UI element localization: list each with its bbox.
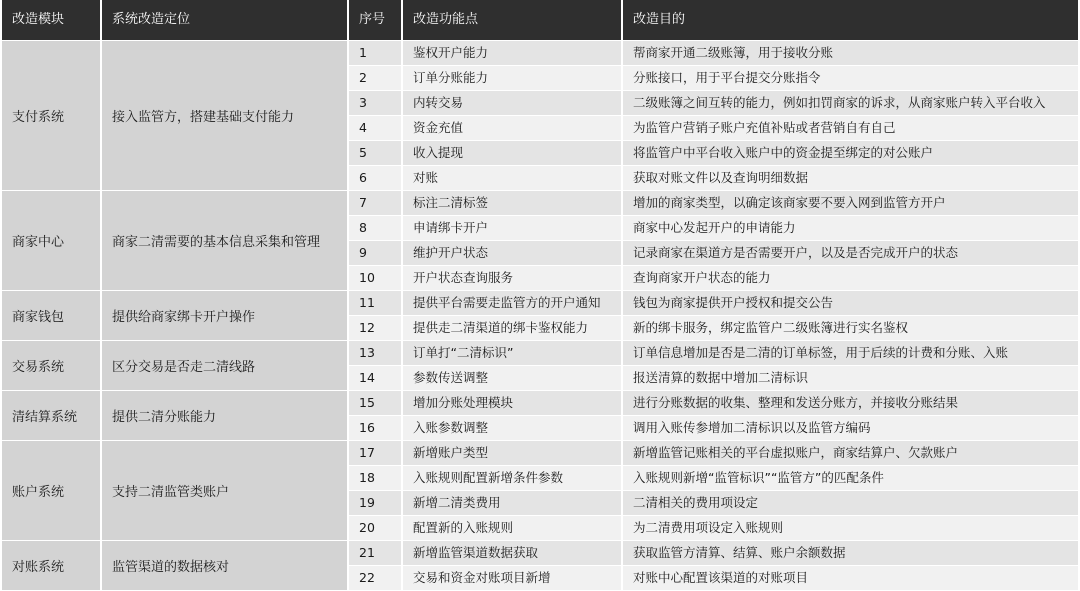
row-feature: 鉴权开户能力 [403, 41, 621, 65]
row-number: 6 [349, 166, 401, 190]
row-number: 3 [349, 91, 401, 115]
positioning-cell: 商家二清需要的基本信息采集和管理 [102, 191, 347, 290]
row-feature: 收入提现 [403, 141, 621, 165]
row-purpose: 报送清算的数据中增加二清标识 [623, 366, 1078, 390]
row-number: 18 [349, 466, 401, 490]
row-feature: 新增二清类费用 [403, 491, 621, 515]
row-feature: 交易和资金对账项目新增 [403, 566, 621, 590]
row-feature: 参数传送调整 [403, 366, 621, 390]
row-number: 5 [349, 141, 401, 165]
row-purpose: 增加的商家类型，以确定该商家要不要入网到监管方开户 [623, 191, 1078, 215]
row-purpose: 为二清费用项设定入账规则 [623, 516, 1078, 540]
module-cell: 商家钱包 [2, 291, 100, 340]
header-purpose: 改造目的 [623, 0, 1078, 40]
positioning-cell: 区分交易是否走二清线路 [102, 341, 347, 390]
positioning-cell: 提供给商家绑卡开户操作 [102, 291, 347, 340]
row-number: 4 [349, 116, 401, 140]
row-purpose: 商家中心发起开户的申请能力 [623, 216, 1078, 240]
header-feature: 改造功能点 [403, 0, 621, 40]
row-number: 12 [349, 316, 401, 340]
module-cell: 对账系统 [2, 541, 100, 590]
row-number: 7 [349, 191, 401, 215]
row-number: 22 [349, 566, 401, 590]
row-purpose: 获取对账文件以及查询明细数据 [623, 166, 1078, 190]
module-cell: 支付系统 [2, 41, 100, 190]
header-positioning: 系统改造定位 [102, 0, 347, 40]
module-cell: 账户系统 [2, 441, 100, 540]
row-feature: 入账参数调整 [403, 416, 621, 440]
row-feature: 标注二清标签 [403, 191, 621, 215]
header-module: 改造模块 [2, 0, 100, 40]
row-purpose: 调用入账传参增加二清标识以及监管方编码 [623, 416, 1078, 440]
row-purpose: 入账规则新增“监管标识”“监管方”的匹配条件 [623, 466, 1078, 490]
row-purpose: 钱包为商家提供开户授权和提交公告 [623, 291, 1078, 315]
row-feature: 增加分账处理模块 [403, 391, 621, 415]
row-number: 13 [349, 341, 401, 365]
row-number: 14 [349, 366, 401, 390]
row-number: 15 [349, 391, 401, 415]
header-number: 序号 [349, 0, 401, 40]
row-purpose: 为监管户营销子账户充值补贴或者营销自有自己 [623, 116, 1078, 140]
module-cell: 清结算系统 [2, 391, 100, 440]
row-feature: 申请绑卡开户 [403, 216, 621, 240]
row-purpose: 分账接口，用于平台提交分账指令 [623, 66, 1078, 90]
row-purpose: 将监管户中平台收入账户中的资金提至绑定的对公账户 [623, 141, 1078, 165]
row-number: 10 [349, 266, 401, 290]
module-cell: 交易系统 [2, 341, 100, 390]
positioning-cell: 监管渠道的数据核对 [102, 541, 347, 590]
row-feature: 新增账户类型 [403, 441, 621, 465]
row-number: 2 [349, 66, 401, 90]
row-number: 21 [349, 541, 401, 565]
row-feature: 内转交易 [403, 91, 621, 115]
row-purpose: 获取监管方清算、结算、账户余额数据 [623, 541, 1078, 565]
row-feature: 对账 [403, 166, 621, 190]
row-feature: 提供平台需要走监管方的开户通知 [403, 291, 621, 315]
positioning-cell: 支持二清监管类账户 [102, 441, 347, 540]
module-cell: 商家中心 [2, 191, 100, 290]
row-feature: 订单分账能力 [403, 66, 621, 90]
row-purpose: 二清相关的费用项设定 [623, 491, 1078, 515]
row-purpose: 订单信息增加是否是二清的订单标签，用于后续的计费和分账、入账 [623, 341, 1078, 365]
row-purpose: 查询商家开户状态的能力 [623, 266, 1078, 290]
row-feature: 开户状态查询服务 [403, 266, 621, 290]
row-number: 8 [349, 216, 401, 240]
row-number: 1 [349, 41, 401, 65]
row-number: 9 [349, 241, 401, 265]
row-number: 11 [349, 291, 401, 315]
row-feature: 维护开户状态 [403, 241, 621, 265]
row-purpose: 二级账簿之间互转的能力，例如扣罚商家的诉求，从商家账户转入平台收入 [623, 91, 1078, 115]
row-feature: 提供走二清渠道的绑卡鉴权能力 [403, 316, 621, 340]
row-feature: 订单打“二清标识” [403, 341, 621, 365]
row-purpose: 进行分账数据的收集、整理和发送分账方，并接收分账结果 [623, 391, 1078, 415]
row-purpose: 记录商家在渠道方是否需要开户，以及是否完成开户的状态 [623, 241, 1078, 265]
row-feature: 资金充值 [403, 116, 621, 140]
row-number: 20 [349, 516, 401, 540]
row-number: 19 [349, 491, 401, 515]
row-purpose: 新的绑卡服务，绑定监管户二级账簿进行实名鉴权 [623, 316, 1078, 340]
row-purpose: 新增监管记账相关的平台虚拟账户，商家结算户、欠款账户 [623, 441, 1078, 465]
row-purpose: 帮商家开通二级账簿，用于接收分账 [623, 41, 1078, 65]
row-feature: 入账规则配置新增条件参数 [403, 466, 621, 490]
row-purpose: 对账中心配置该渠道的对账项目 [623, 566, 1078, 590]
row-feature: 配置新的入账规则 [403, 516, 621, 540]
positioning-cell: 提供二清分账能力 [102, 391, 347, 440]
positioning-cell: 接入监管方，搭建基础支付能力 [102, 41, 347, 190]
row-feature: 新增监管渠道数据获取 [403, 541, 621, 565]
row-number: 16 [349, 416, 401, 440]
row-number: 17 [349, 441, 401, 465]
